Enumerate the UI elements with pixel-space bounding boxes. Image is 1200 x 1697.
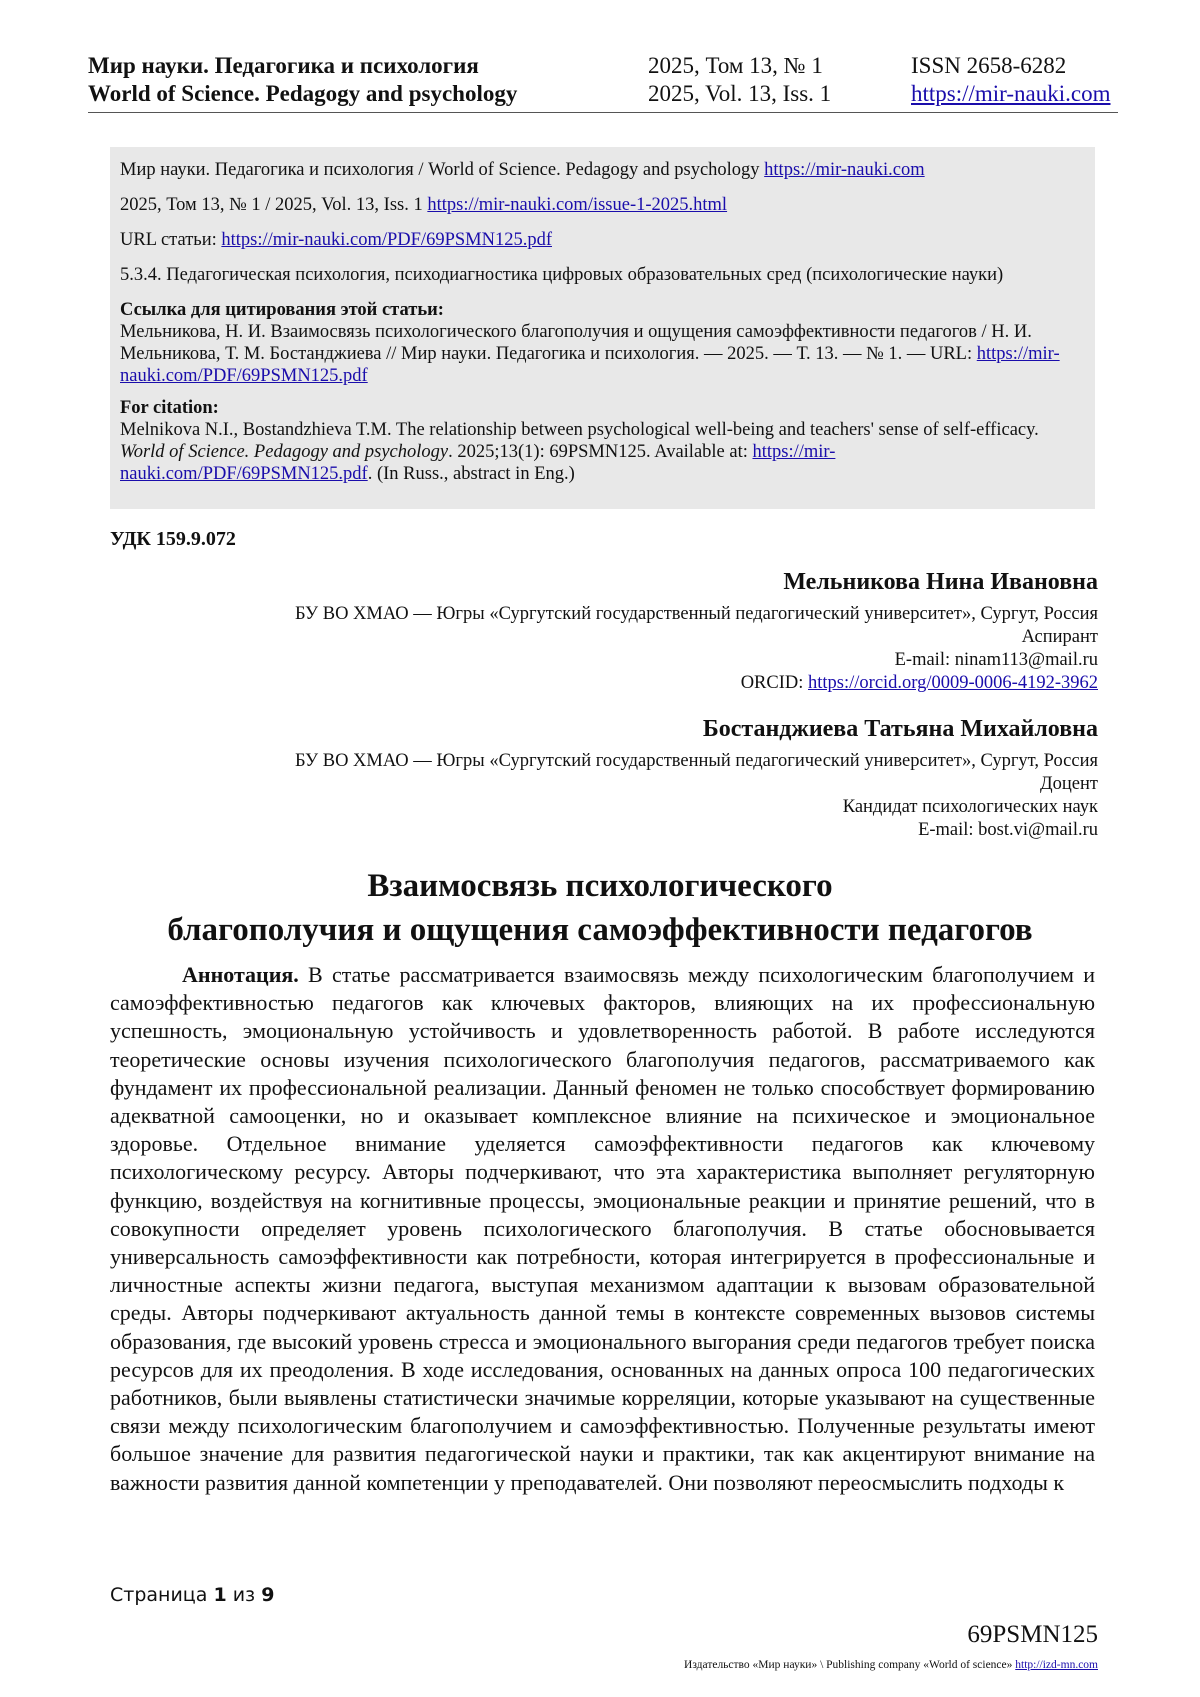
citation-ru-label: Ссылка для цитирования этой статьи: <box>120 300 444 320</box>
citation-box <box>110 147 1095 509</box>
abstract-label: Аннотация. <box>182 962 299 987</box>
orcid-link[interactable]: https://orcid.org/0009-0006-4192-3962 <box>808 673 1098 693</box>
issue-link[interactable]: https://mir-nauki.com/issue-1-2025.html <box>427 195 728 215</box>
journal-link[interactable]: https://mir-nauki.com <box>764 160 925 180</box>
publisher-link[interactable]: http://izd-mn.com <box>1015 1659 1098 1671</box>
author-name: Мельникова Нина Ивановна <box>783 569 1098 595</box>
author-name: Бостанджиева Татьяна Михайловна <box>702 716 1098 742</box>
citation-en-link[interactable]: https://mir-nauki.com/PDF/69PSMN125.pdf <box>120 442 836 484</box>
journal-name <box>88 52 517 108</box>
issn-block <box>911 52 1111 108</box>
article-pdf-link[interactable]: https://mir-nauki.com/PDF/69PSMN125.pdf <box>221 230 552 250</box>
author-email: E-mail: bost.vi@mail.ru <box>918 820 1098 840</box>
issue-en: 2025, Vol. 13, Iss. 1 <box>648 81 832 106</box>
citation-ru-link[interactable]: https://mir-nauki.com/PDF/69PSMN125.pdf <box>120 344 1060 386</box>
citation-ru: Ссылка для цитирования этой статьи: Мельникова, Н. И. Взаимосвязь психологического благополучия и ощущения самоэффективности педагогов / Н. И. Мельникова, Т. М. Бостанджиева // Мир науки. Педагогика и психология. — 2025. — Т. 13. — № 1. — URL: https://mir-nauki.com/PDF/69PSMN125.pdf <box>120 299 1085 387</box>
journal-name-en: World of Science. Pedagogy and psychology <box>88 81 518 106</box>
author-block <box>295 713 1098 842</box>
citation-url-line: URL статьи: https://mir-nauki.com/PDF/69PSMN125.pdf <box>120 230 552 250</box>
specialty-line: 5.3.4. Педагогическая психология, психодиагностика цифровых образовательных сред (психологические науки) <box>120 265 1004 285</box>
article-code: 69PSMN125 <box>967 1621 1098 1648</box>
publisher-line: Издательство «Мир науки» \ Publishing company «World of science» http://izd-mn.com <box>684 1659 1098 1671</box>
journal-site-link[interactable]: https://mir-nauki.com <box>911 81 1111 106</box>
author-position: Доцент <box>1040 774 1098 794</box>
issn: ISSN 2658-6282 <box>911 53 1067 78</box>
page-number: Страница 1 из 9 <box>110 1584 275 1606</box>
issue-info <box>648 52 831 108</box>
abstract <box>110 961 1095 1497</box>
article-title: Взаимосвязь психологического благополучия и ощущения самоэффективности педагогов <box>167 868 1033 948</box>
author-email: E-mail: ninam113@mail.ru <box>894 650 1098 670</box>
author-degree: Кандидат психологических наук <box>842 797 1098 817</box>
author-position: Аспирант <box>1021 627 1098 647</box>
citation-journal-line: Мир науки. Педагогика и психология / World of Science. Pedagogy and psychology https://mir-nauki.com <box>120 160 925 180</box>
issue-ru: 2025, Том 13, № 1 <box>648 53 823 78</box>
author-orcid: ORCID: https://orcid.org/0009-0006-4192-3962 <box>740 673 1098 693</box>
udk-code: УДК 159.9.072 <box>110 528 236 550</box>
author-affiliation: БУ ВО ХМАО — Югры «Сургутский государственный педагогический университет», Сургут, Россия <box>295 604 1098 624</box>
author-block <box>295 566 1098 695</box>
citation-en-label: For citation: <box>120 398 219 418</box>
journal-name-ru: Мир науки. Педагогика и психология <box>88 53 479 78</box>
journal-header <box>88 52 1118 113</box>
citation-issue-line: 2025, Том 13, № 1 / 2025, Vol. 13, Iss. 1 https://mir-nauki.com/issue-1-2025.html <box>120 195 728 215</box>
abstract-text: В статье рассматривается взаимосвязь между психологическим благополучием и самоэффективностью педагогов как ключевых факторов, влияющих на их профессиональную успешность, эмоциональную устойчивость и удовлетворенность работой. В работе исследуются теоретические основы изучения психологического благополучия педагогов, рассматриваемого как фундамент их профессиональной реализации. Данный феномен не только способствует формированию адекватной самооценки, но и оказывает комплексное влияние на психическое и эмоциональное здоровье. Отдельное внимание уделяется самоэффективности педагогов как ключевому психологическому ресурсу. Авторы подчеркивают, что эта характеристика выполняет регуляторную функцию, воздействуя на когнитивные процессы, эмоциональные реакции и принятие решений, что в совокупности определяет уровень психологического благополучия. В статье обосновывается универсальность самоэффективности как потребности, которая интегрируется в профессиональные и личностные аспекты жизни педагога, выступая механизмом адаптации к вызовам образовательной среды. Авторы подчеркивают актуальность данной темы в контексте современных вызовов системы образования, где высокий уровень стресса и эмоционального выгорания среди педагогов требует поиска ресурсов для их преодоления. В ходе исследования, основанных на данных опроса 100 педагогических работников, были выявлены статистически значимые корреляции, которые указывают на существенные связи между психологическим благополучием и самоэффективностью. Полученные результаты имеют большое значение для развития педагогической науки и практики, так как акцентируют внимание на важности развития данной компетенции у преподавателей. Они позволяют переосмыслить подходы к <box>110 962 1095 1495</box>
citation-en: For citation: Melnikova N.I., Bostandzhieva T.M. The relationship between psychological well-being and teachers' sense of self-efficacy. World of Science. Pedagogy and psychology. 2025;13(1): 69PSMN125. Available at: https://mir-nauki.com/PDF/69PSMN125.pdf. (In Russ., abstract in Eng.) <box>120 397 1085 485</box>
author-affiliation: БУ ВО ХМАО — Югры «Сургутский государственный педагогический университет», Сургут, Россия <box>295 751 1098 771</box>
